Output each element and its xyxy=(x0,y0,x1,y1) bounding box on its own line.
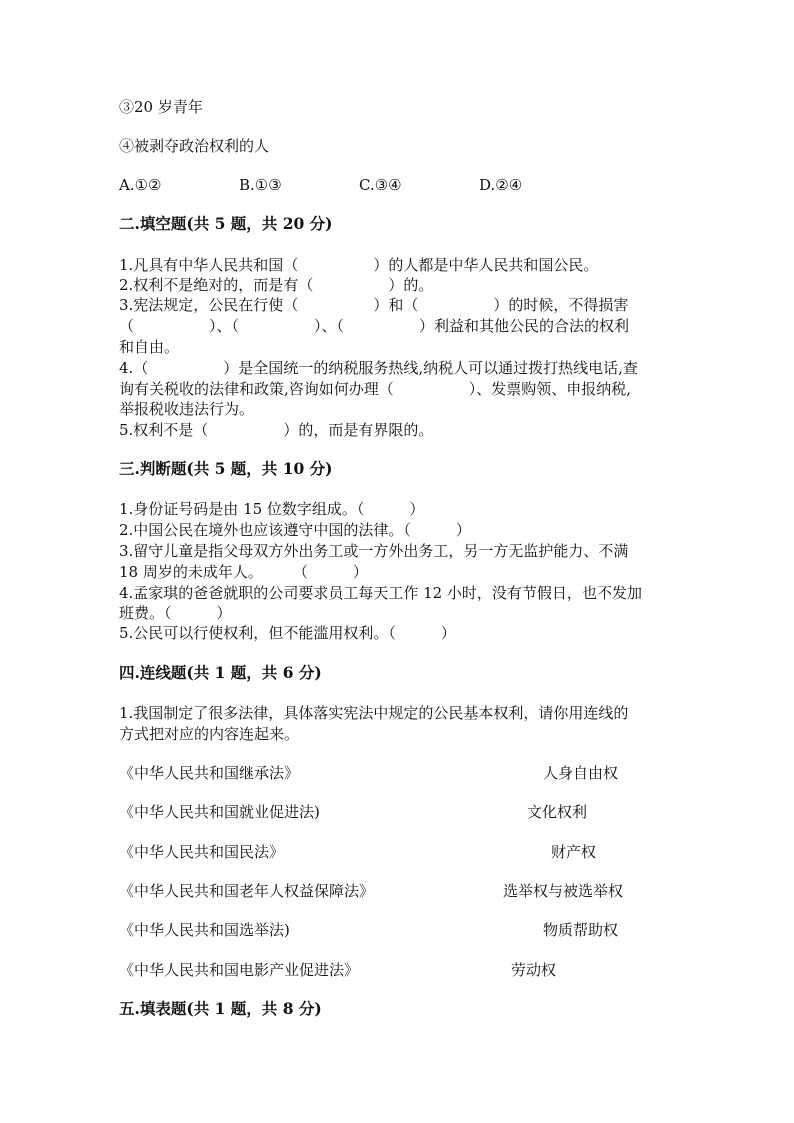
section-title-matching: 四.连线题(共 1 题，共 6 分) xyxy=(119,663,322,682)
law-item: 《中华人民共和国老年人权益保障法》 xyxy=(119,882,375,900)
option-a: A.①② xyxy=(119,176,162,194)
matching-intro-1: 1.我国制定了很多法律，具体落实宪法中规定的公民基本权利，请你用连线的 xyxy=(119,704,629,722)
option-b: B.①③ xyxy=(239,176,282,194)
fill-line-4: （ ）、（ ）、（ ）利益和其他公民的合法的权利 xyxy=(119,317,630,335)
section-title-table: 五.填表题(共 1 题，共 8 分) xyxy=(119,999,322,1018)
judge-line-7: 5.公民可以行使权利，但不能滥用权利。（ ） xyxy=(119,624,456,642)
section-title-fill-in: 二.填空题(共 5 题，共 20 分) xyxy=(119,214,333,233)
right-item: 物质帮助权 xyxy=(543,921,619,939)
fill-line-1: 1.凡具有中华人民共和国（ ）的人都是中华人民共和国公民。 xyxy=(119,256,599,274)
right-item: 劳动权 xyxy=(511,961,557,979)
fill-line-9: 5.权利不是（ ）的，而是有界限的。 xyxy=(119,421,434,439)
judge-line-5: 4.孟家琪的爸爸就职的公司要求员工每天工作 12 小时，没有节假日，也不发加 xyxy=(119,584,642,602)
fill-line-3: 3.宪法规定，公民在行使（ ）和（ ）的时候，不得损害 xyxy=(119,296,629,314)
judge-line-4: 18 周岁的未成年人。 （ ） xyxy=(119,563,368,581)
fill-line-2: 2.权利不是绝对的，而是有（ ）的。 xyxy=(119,276,434,294)
fill-line-7: 询有关税收的法律和政策,咨询如何办理（ ）、发票购领、申报纳税, xyxy=(119,380,632,398)
section-title-judge: 三.判断题(共 5 题，共 10 分) xyxy=(119,459,333,478)
law-item: 《中华人民共和国继承法》 xyxy=(119,764,300,782)
judge-line-1: 1.身份证号码是由 15 位数字组成。（ ） xyxy=(119,500,425,518)
right-item: 人身自由权 xyxy=(543,764,619,782)
judge-line-2: 2.中国公民在境外也应该遵守中国的法律。（ ） xyxy=(119,521,471,539)
law-item: 《中华人民共和国民法》 xyxy=(119,843,285,861)
fill-line-8: 举报税收违法行为。 xyxy=(119,400,255,418)
fill-line-5: 和自由。 xyxy=(119,338,180,356)
judge-line-3: 3.留守儿童是指父母双方外出务工或一方外出务工，另一方无监护能力、不满 xyxy=(119,542,629,560)
right-item: 财产权 xyxy=(551,843,597,861)
option-c: C.③④ xyxy=(359,176,402,194)
right-item: 文化权利 xyxy=(527,803,588,821)
choice-item-4: ④被剥夺政治权利的人 xyxy=(119,137,270,155)
law-item: 《中华人民共和国就业促进法) xyxy=(119,803,320,821)
matching-intro-2: 方式把对应的内容连起来。 xyxy=(119,725,300,743)
fill-line-6: 4.（ ）是全国统一的纳税服务热线,纳税人可以通过拨打热线电话,查 xyxy=(119,359,638,377)
choice-item-3: ③20 岁青年 xyxy=(119,98,203,116)
right-item: 选举权与被选举权 xyxy=(503,882,624,900)
judge-line-6: 班费。（ ） xyxy=(119,604,232,622)
option-d: D.②④ xyxy=(479,176,523,194)
law-item: 《中华人民共和国电影产业促进法》 xyxy=(119,961,360,979)
law-item: 《中华人民共和国选举法) xyxy=(119,921,290,939)
